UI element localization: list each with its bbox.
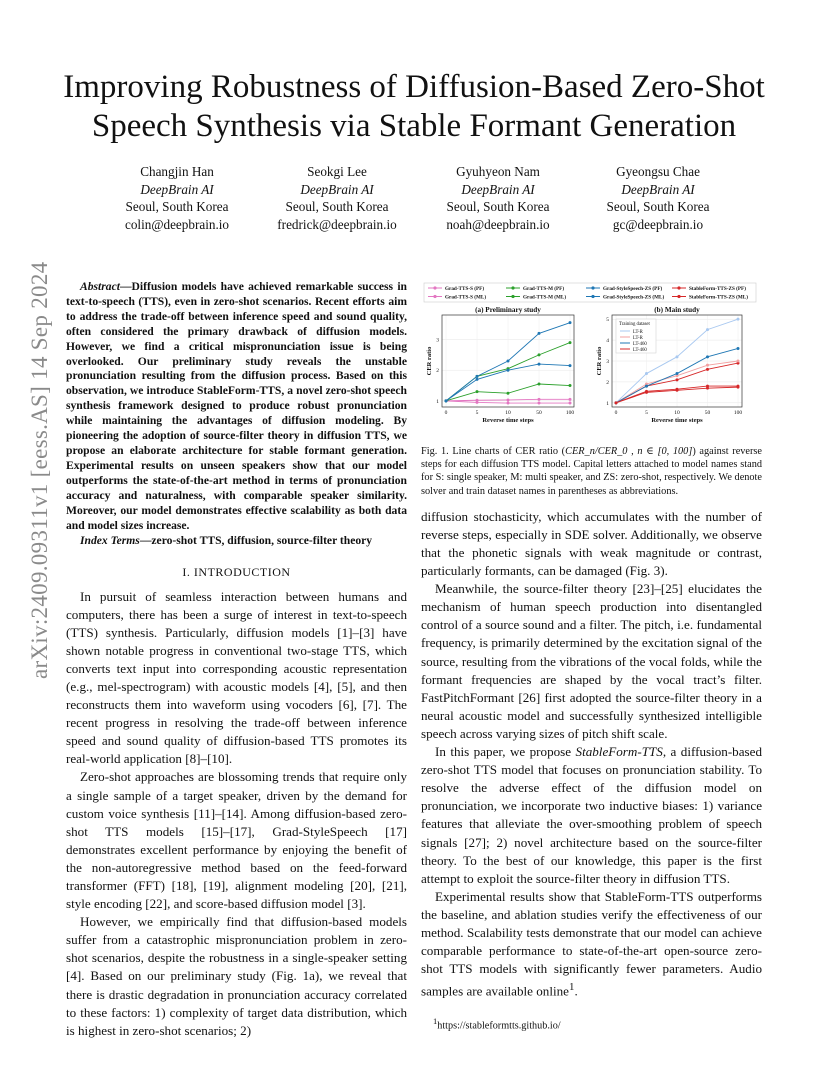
x-tick-label: 5 (475, 410, 479, 416)
intro-paragraph-2: Zero-shot approaches are blossoming trends that require only a single sample of a target speaker, driven by the demand for custom voice synthesis [11]–[14]. Among diffusion-based zero-shot TTS models [15]–[17], Grad-StyleSpeech [17] demonstrates excellent performance by enjoying the benefit of the non-autoregressive method based on the feed-forward transformer (FFT) [18], [19], alignment modeling [20], [21], style encoding [22], and score-based diffusion model [3]. (66, 769, 407, 912)
legend-label: Grad-StyleSpeech-ZS (ML) (603, 294, 665, 301)
x-axis-label: Reverse time steps (651, 417, 703, 424)
data-point (476, 390, 479, 393)
abstract-text: —Diffusion models have achieved remarkable success in text-to-speech (TTS), even in zero-shot scenarios. Recent efforts aim to address the trade-off between inference speed and sound quality, often considered the primary drawback of diffusion models. However, we find a critical mispronunciation issue is being overlooked. Our preliminary study reveals the unstable pronunciation resulting from the diffusion process. Based on this observation, we introduce StableForm-TTS, a novel zero-shot speech synthesis framework designed to produce robust pronunciation while maintaining the advantages of diffusion modeling. By pioneering the adoption of source-filter theory in diffusion TTS, we propose an elaborate architecture for stable formant generation. Experimental results on unseen speakers show that our model outperforms the state-of-the-art method in terms of pronunciation accuracy and naturalness, with comparable speaker similarity. Moreover, our model demonstrates effective scalability as both data and model sizes increase. (66, 280, 407, 532)
arxiv-identifier: arXiv:2409.09311v1 [eess.AS] 14 Sep 2024 (27, 261, 52, 679)
data-point (737, 347, 740, 350)
author-email: fredrick@deepbrain.io (277, 216, 397, 232)
data-point (645, 385, 648, 388)
legend-label: Grad-TTS-S (PF) (445, 286, 485, 293)
intro-paragraph-1: In pursuit of seamless interaction between humans and computers, there has been a surge of interest in text-to-speech (TTS) synthesis. Particularly, diffusion models [1]–[3] have shown notable progress in conventional two-stage TTS, which converts text input into corresponding acoustic representation (e.g., mel-spectrogram) with acoustic models [4], [5], and then reconstructs them into waveform using vocoders [6], [7]. The recent progress in resolving the trade-off between inference speed and sound quality of diffusion-based TTS promotes its real-world application [8]–[10]. (66, 588, 407, 767)
legend-label: Grad-TTS-M (ML) (523, 294, 567, 301)
author-1 (92, 163, 262, 233)
caption-formula: CER_n/CER_0 , n ∈ [0, 100] (565, 446, 693, 457)
inner-legend-label: LT-R (633, 329, 643, 335)
x-tick-label: 100 (733, 410, 743, 416)
author-email: noah@deepbrain.io (446, 216, 550, 232)
data-point (706, 364, 709, 367)
author-affiliation: DeepBrain AI (140, 181, 214, 197)
paper-title (40, 68, 788, 146)
index-terms (66, 533, 407, 548)
author-affiliation: DeepBrain AI (300, 181, 374, 197)
p3-start: In this paper, we propose (435, 744, 576, 760)
legend-label: Grad-StyleSpeech-ZS (PF) (603, 286, 663, 293)
author-name: Seokgi Lee (307, 164, 367, 179)
line-charts (420, 282, 760, 442)
data-point (706, 355, 709, 358)
data-point (645, 372, 648, 375)
caption-prefix: Fig. 1. Line charts of CER ratio ( (421, 446, 566, 457)
index-terms-label: Index Terms (80, 534, 140, 548)
data-point (476, 378, 479, 381)
legend-marker (511, 295, 514, 298)
p4-text: Experimental results show that StableForm-TTS outperforms the baseline, and ablation studies verify the effectiveness of our method. Scalability tests demonstrate that our model can achieve comparable performance to state-of-the-art open-source zero-shot TTS models with significantly fewer parameters. Audio samples are available online (421, 888, 762, 999)
x-tick-label: 5 (645, 410, 648, 416)
legend-label: StableForm-TTS-ZS (PF) (689, 286, 746, 293)
legend-marker (591, 295, 594, 298)
figure-caption (421, 445, 762, 498)
y-tick-label: 3 (606, 359, 609, 365)
data-point (676, 388, 679, 391)
data-point (676, 372, 679, 375)
inner-legend-title: Training dataset (619, 322, 650, 327)
data-point (706, 368, 709, 371)
legend-marker (511, 286, 514, 289)
abstract (66, 280, 407, 533)
y-tick-label: 2 (436, 368, 439, 375)
legend-label: StableForm-TTS-ZS (ML) (689, 294, 748, 301)
data-point (706, 385, 709, 388)
section-heading-introduction: I. INTRODUCTION (182, 565, 291, 580)
data-point (538, 363, 541, 366)
figure-1 (420, 282, 760, 442)
right-paragraph-1: diffusion stochasticity, which accumulates with the number of reverse steps, especially in SDE solver. Additionally, we observe that the phonetic signals with weak magnitude or contrast, particularly formants, can be damaged (Fig. 3). (421, 508, 762, 579)
legend-marker (591, 286, 594, 289)
x-tick-label: 10 (674, 410, 680, 416)
x-axis-label: Reverse time steps (482, 417, 534, 424)
footnote-number: 1 (433, 1015, 438, 1026)
data-point (569, 384, 572, 387)
author-2 (252, 163, 422, 233)
data-point (569, 398, 572, 401)
right-paragraph-4: Experimental results show that StableForm-TTS outperforms the baseline, and ablation studies verify the effectiveness of our method. Scalability tests demonstrate that our model can achieve comparable performance to state-of-the-art open-source zero-shot TTS models with significantly fewer parameters. Audio samples are available online$^1$. (421, 888, 762, 999)
data-point (507, 392, 510, 395)
author-name: Gyeongsu Chae (616, 164, 700, 179)
chart-title: (a) Preliminary study (475, 306, 541, 314)
author-location: Seoul, South Korea (446, 199, 550, 214)
data-point (538, 332, 541, 335)
x-tick-label: 100 (565, 410, 575, 416)
author-email: gc@deepbrain.io (612, 216, 704, 232)
data-point (676, 378, 679, 381)
right-column (421, 445, 762, 1032)
data-point (538, 353, 541, 356)
y-tick-label: 2 (606, 379, 609, 386)
abstract-label: Abstract (80, 280, 120, 293)
right-paragraph-2: Meanwhile, the source-filter theory [23]–[25] elucidates the mechanism of human speech production into disentangled control of a source sound and a filter. The pitch, i.e. fundamental frequency, is primarily determined by the excitation signal of the source, resulting from the vibrations of the vocal folds, while the formant frequencies are shaped by the vocal tract’s filter. FastPitchFormant [26] first adopted the source-filter theory in a neural acoustic model and successfully synthesized intelligible speech across varying sizes of pitch shift scale. (421, 581, 762, 741)
y-axis-label: CER ratio (596, 346, 603, 376)
data-point (569, 321, 572, 324)
author-block (0, 163, 828, 243)
author-location: Seoul, South Korea (285, 199, 389, 214)
author-name: Changjin Han (140, 164, 214, 179)
data-point (737, 360, 740, 363)
legend-marker (677, 286, 680, 289)
x-tick-label: 50 (536, 410, 542, 416)
model-name: StableForm-TTS (575, 744, 663, 760)
data-point (507, 360, 510, 363)
x-tick-label: 0 (614, 410, 618, 416)
x-tick-label: 50 (704, 410, 711, 416)
author-affiliation: DeepBrain AI (461, 181, 535, 197)
data-point (706, 328, 709, 331)
p3-rest: , a diffusion-based zero-shot TTS model that focuses on pronunciation stability. To resolve the adverse effect of the diffusion model on pronunciation, we incorporate two inductive biases: 1) variance features that alleviate the over-smoothing problem of speech signals [27]; 2) novel architecture based on the source-filter theory. To the best of our knowledge, this paper is the first attempt to exploit the source-filter theory in diffusion TTS. (421, 744, 762, 886)
author-affiliation: DeepBrain AI (621, 181, 695, 197)
y-tick-label: 1 (436, 398, 439, 405)
legend-marker (677, 295, 680, 298)
intro-paragraph-3: However, we empirically find that diffusion-based models suffer from a catastrophic mispronunciation problem in zero-shot scenarios, despite the robustness in a single-speaker setting [4]. Based on our preliminary study (Fig. 1a), we reveal that there is drastic degradation in pronunciation accuracy correlated to these factors: 1) complexity of target data distribution, which is highest in zero-shot scenarios; 2) (66, 914, 407, 1038)
data-point (737, 385, 740, 388)
footnote-url: https://stableformtts.github.io/ (437, 1020, 561, 1032)
data-point (538, 383, 541, 386)
author-4 (573, 163, 743, 233)
index-terms-text: —zero-shot TTS, diffusion, source-filter theory (139, 534, 373, 548)
data-point (445, 399, 448, 402)
legend-label: Grad-TTS-M (PF) (523, 286, 565, 293)
author-location: Seoul, South Korea (606, 199, 710, 214)
right-paragraph-3 (421, 743, 762, 888)
y-axis-label: CER ratio (426, 346, 433, 376)
data-point (507, 402, 510, 405)
author-location: Seoul, South Korea (125, 199, 229, 214)
caption-suffix: ) against reverse steps for each diffusion TTS model. Capital letters attached to model names stand for S: single speaker, M: multi speaker, and ZS: zero-shot, respectively. We denote solver and train dataset names in parentheses as abbreviations. (421, 446, 762, 497)
data-point (737, 318, 740, 321)
title-line-2: Speech Synthesis via Stable Formant Generation (91, 108, 737, 144)
data-point (615, 401, 618, 404)
inner-legend-label: LT-460 (633, 341, 647, 347)
author-email: colin@deepbrain.io (124, 216, 230, 232)
y-tick-label: 5 (606, 317, 609, 324)
data-point (538, 402, 541, 405)
footnote-marker: 1 (568, 981, 575, 994)
data-point (569, 402, 572, 405)
data-point (645, 390, 648, 393)
data-point (476, 375, 479, 378)
legend-marker (433, 295, 436, 298)
data-point (507, 398, 510, 401)
data-point (507, 369, 510, 372)
title-line-1: Improving Robustness of Diffusion-Based Zero-Shot (63, 69, 765, 105)
x-tick-label: 10 (505, 410, 511, 416)
inner-legend-label: LT-R (633, 335, 643, 341)
author-name: Gyuhyeon Nam (456, 164, 540, 179)
chart-title: (b) Main study (654, 306, 700, 314)
y-tick-label: 3 (436, 337, 439, 344)
x-tick-label: 0 (444, 410, 448, 416)
y-tick-label: 4 (606, 338, 609, 345)
legend-label: Grad-TTS-S (ML) (445, 294, 487, 301)
data-point (569, 364, 572, 367)
author-3 (413, 163, 583, 233)
left-column (66, 280, 407, 1040)
data-point (476, 401, 479, 404)
inner-legend-label: LT-460 (633, 347, 647, 353)
y-tick-label: 1 (606, 400, 609, 407)
legend-marker (433, 286, 436, 289)
data-point (676, 355, 679, 358)
footnote (421, 1015, 762, 1032)
data-point (538, 398, 541, 401)
data-point (569, 341, 572, 344)
